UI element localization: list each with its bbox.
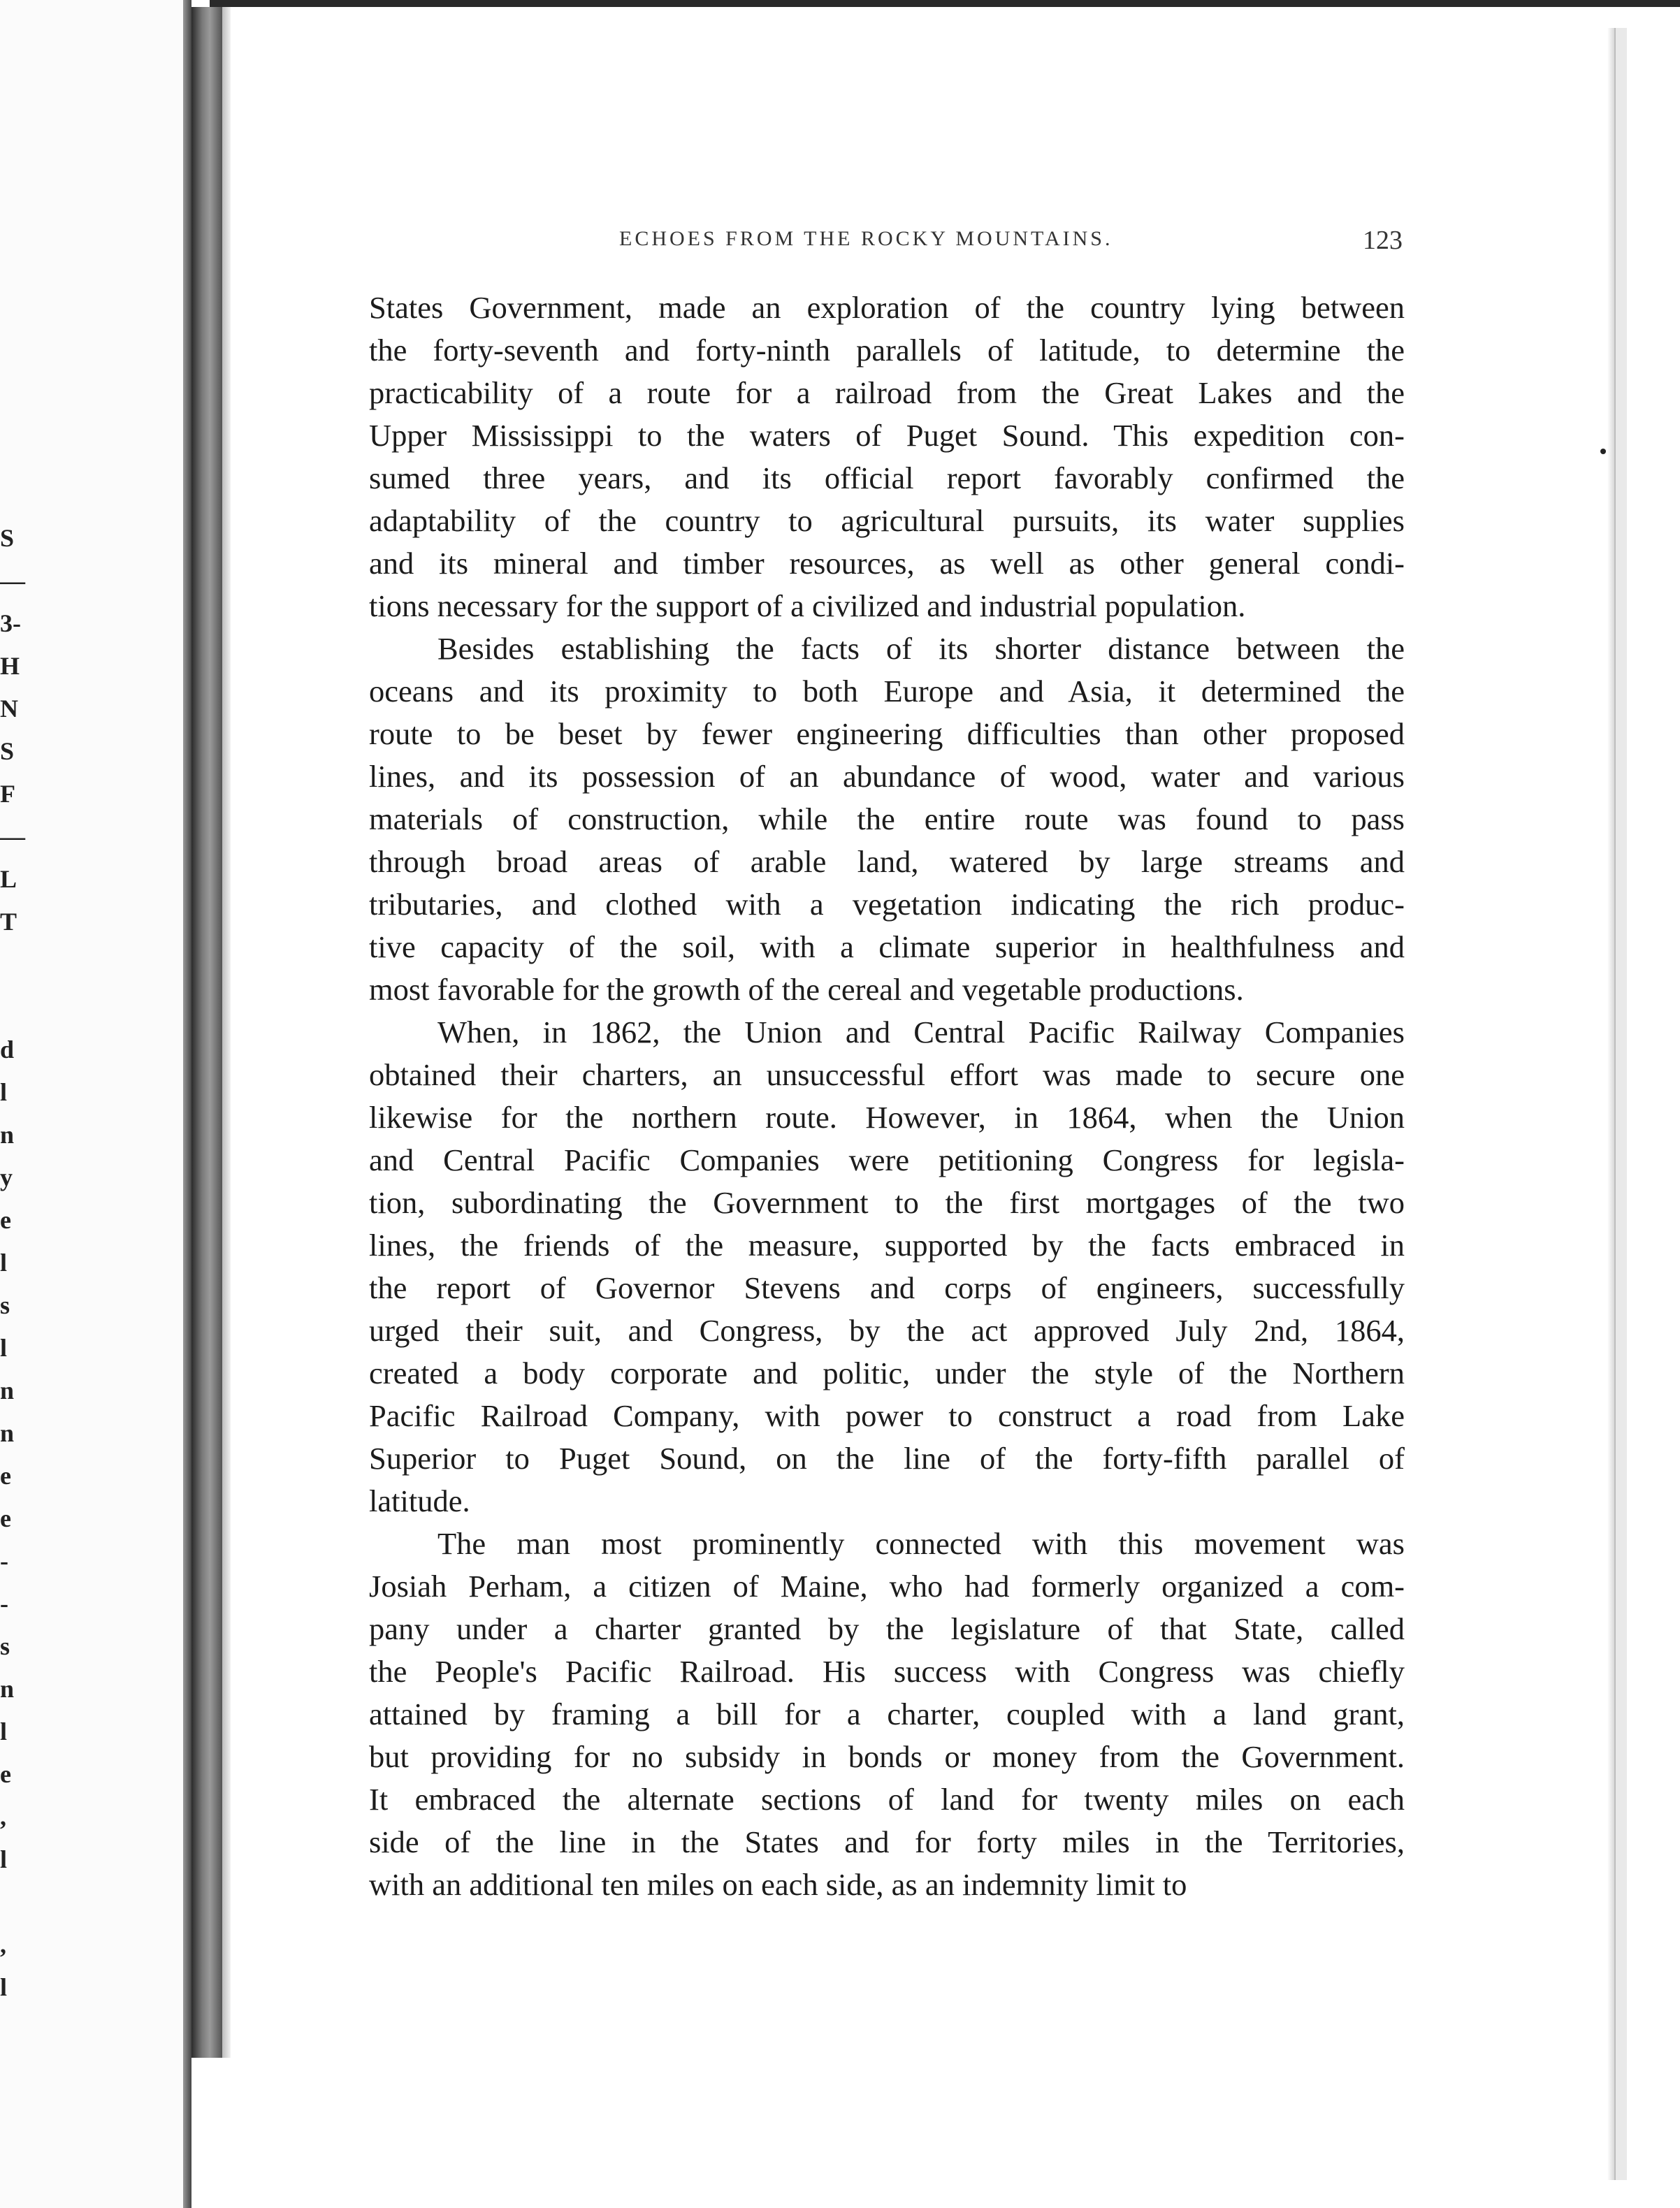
- cutoff-letter: -: [0, 1547, 8, 1575]
- text-line: tions necessary for the support of a civilized and industrial population.: [369, 588, 1246, 623]
- text-line: Superior to Puget Sound, on the line of the forty-fifth parallel of: [369, 1441, 1405, 1476]
- page-right-edge: [1607, 28, 1614, 2180]
- text-line: with an additional ten miles on each side, as an indemnity limit to: [369, 1867, 1187, 1902]
- cutoff-letter: ,: [0, 1803, 6, 1831]
- text-line: Upper Mississippi to the waters of Puget Sound. This expedition con-: [369, 418, 1405, 453]
- text-line: It embraced the alternate sections of land for twenty miles on each: [369, 1782, 1405, 1817]
- text-line: The man most prominently connected with this movement was: [437, 1526, 1405, 1561]
- text-line: tive capacity of the soil, with a climate superior in healthfulness and: [369, 929, 1405, 964]
- text-line: sumed three years, and its official report favorably confirmed the: [369, 460, 1405, 495]
- text-line: lines, and its possession of an abundance of wood, water and various: [369, 759, 1405, 794]
- cutoff-letter: e: [0, 1206, 11, 1234]
- cutoff-letter: n: [0, 1419, 15, 1447]
- text-line: the forty-seventh and forty-ninth parallels of latitude, to determine the: [369, 333, 1405, 368]
- gutter-highlight: [222, 7, 231, 2058]
- cutoff-letter: [0, 1881, 28, 1924]
- text-line: latitude.: [369, 1483, 470, 1518]
- cutoff-letter: n: [0, 1675, 15, 1703]
- cutoff-letter: [0, 986, 28, 1029]
- cutoff-letter: ,: [0, 1931, 6, 1959]
- text-line: materials of construction, while the entire route was found to pass: [369, 801, 1405, 836]
- text-line: tributaries, and clothed with a vegetation indicating the rich produc-: [369, 887, 1405, 922]
- facing-page-cutoff-text: [0, 517, 28, 2009]
- cutoff-letter: -: [0, 1590, 8, 1618]
- cutoff-letter: S: [0, 524, 15, 552]
- text-line: urged their suit, and Congress, by the act approved July 2nd, 1864,: [369, 1313, 1405, 1348]
- cutoff-letter: —: [0, 822, 25, 850]
- cutoff-letter: —: [0, 567, 25, 595]
- text-line: Josiah Perham, a citizen of Maine, who had formerly organized a com-: [369, 1569, 1405, 1604]
- text-line: oceans and its proximity to both Europe and Asia, it determined the: [369, 674, 1405, 709]
- text-line: pany under a charter granted by the legislature of that State, called: [369, 1611, 1405, 1646]
- cutoff-letter: L: [0, 865, 17, 893]
- cutoff-letter: s: [0, 1632, 10, 1660]
- text-line: practicability of a route for a railroad from the Great Lakes and the: [369, 375, 1405, 410]
- cutoff-letter: n: [0, 1121, 15, 1149]
- text-line: side of the line in the States and for forty miles in the Territories,: [369, 1824, 1405, 1859]
- cutoff-letter: H: [0, 652, 20, 680]
- text-line: and Central Pacific Companies were petitioning Congress for legisla-: [369, 1142, 1405, 1177]
- cutoff-letter: [0, 943, 28, 986]
- cutoff-letter: N: [0, 695, 18, 722]
- cutoff-letter: l: [0, 1078, 8, 1106]
- text-line: obtained their charters, an unsuccessful effort was made to secure one: [369, 1057, 1405, 1092]
- paragraph: [369, 627, 1405, 1011]
- cutoff-letter: y: [0, 1163, 13, 1191]
- cutoff-letter: d: [0, 1036, 15, 1063]
- ink-speck: [1600, 449, 1606, 454]
- cutoff-letter: l: [0, 1249, 8, 1277]
- paragraph: [369, 286, 1405, 627]
- text-line: but providing for no subsidy in bonds or money from the Government.: [369, 1739, 1405, 1774]
- facing-page-edge: [0, 0, 183, 2208]
- cutoff-letter: e: [0, 1504, 11, 1532]
- cutoff-letter: T: [0, 908, 17, 936]
- body-text: [369, 286, 1405, 1906]
- text-line: tion, subordinating the Government to the first mortgages of the two: [369, 1185, 1405, 1220]
- text-line: created a body corporate and politic, under the style of the Northern: [369, 1356, 1405, 1390]
- cutoff-letter: 3-: [0, 609, 21, 637]
- text-line: route to be beset by fewer engineering difficulties than other proposed: [369, 716, 1405, 751]
- text-line: lines, the friends of the measure, supported by the facts embraced in: [369, 1228, 1405, 1263]
- paragraph: [369, 1523, 1405, 1906]
- cutoff-letter: l: [0, 1973, 8, 2001]
- text-line: the People's Pacific Railroad. His success with Congress was chiefly: [369, 1654, 1405, 1689]
- cutoff-letter: l: [0, 1717, 8, 1745]
- paragraph: [369, 1011, 1405, 1523]
- text-line: attained by framing a bill for a charter, coupled with a land grant,: [369, 1697, 1405, 1731]
- cutoff-letter: l: [0, 1845, 8, 1873]
- text-line: When, in 1862, the Union and Central Pacific Railway Companies: [437, 1015, 1405, 1049]
- cutoff-letter: S: [0, 737, 15, 765]
- text-line: likewise for the northern route. However, in 1864, when the Union: [369, 1100, 1405, 1135]
- text-line: the report of Governor Stevens and corps of engineers, successfully: [369, 1270, 1405, 1305]
- cutoff-letter: e: [0, 1760, 11, 1788]
- cutoff-letter: s: [0, 1291, 10, 1319]
- text-line: most favorable for the growth of the cereal and vegetable productions.: [369, 972, 1244, 1007]
- page-number: 123: [1363, 226, 1403, 255]
- text-line: Besides establishing the facts of its shorter distance between the: [437, 631, 1405, 666]
- text-line: adaptability of the country to agricultural pursuits, its water supplies: [369, 503, 1405, 538]
- cutoff-letter: F: [0, 780, 15, 808]
- cutoff-letter: l: [0, 1334, 8, 1362]
- page-top-border: [210, 0, 1680, 7]
- running-head: ECHOES FROM THE ROCKY MOUNTAINS.: [619, 227, 1113, 250]
- text-line: through broad areas of arable land, watered by large streams and: [369, 844, 1405, 879]
- cutoff-letter: e: [0, 1462, 11, 1490]
- cutoff-letter: n: [0, 1377, 15, 1404]
- text-line: Pacific Railroad Company, with power to construct a road from Lake: [369, 1398, 1405, 1433]
- binding-shadow: [183, 0, 191, 2208]
- text-line: States Government, made an exploration of the country lying between: [369, 290, 1405, 325]
- page-stack-edge: [1614, 28, 1627, 2180]
- text-line: and its mineral and timber resources, as well as other general condi-: [369, 546, 1405, 581]
- book-gutter: [191, 7, 222, 2058]
